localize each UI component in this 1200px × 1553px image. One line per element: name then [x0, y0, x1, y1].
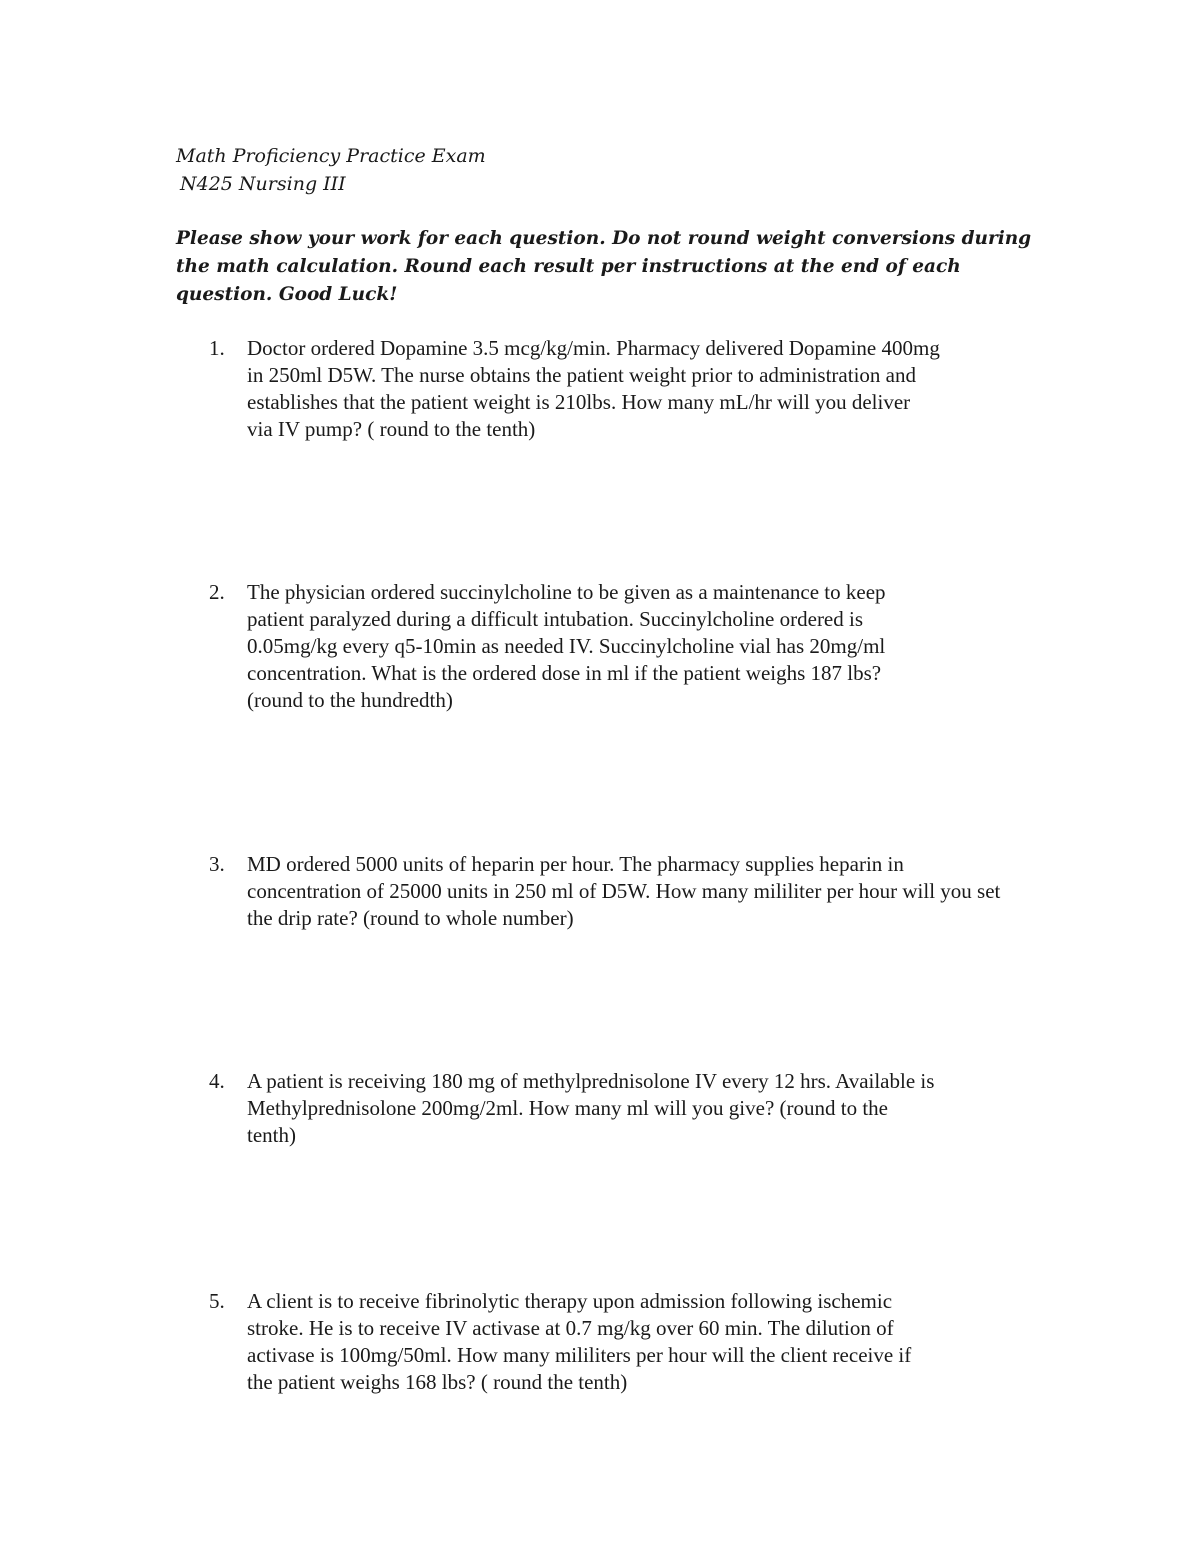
question-text-line: the drip rate? (round to whole number): [247, 906, 574, 930]
question-text-line: establishes that the patient weight is 210lbs. How many mL/hr will you deliver: [247, 390, 911, 414]
question-text-line: activase is 100mg/50ml. How many mililiters per hour will the client receive if: [247, 1343, 912, 1367]
question-text-line: A client is to receive fibrinolytic therapy upon admission following ischemic: [247, 1289, 893, 1313]
instructions-paragraph: Please show your work for each question. Do not round weight conversions during the math calculation. Round each result per instructions at the end of each question. Good Luck!: [176, 228, 1032, 305]
question-number: 2.: [209, 580, 225, 604]
question-text-line: patient paralyzed during a difficult intubation. Succinylcholine ordered is: [247, 607, 864, 631]
question-number: 5.: [209, 1289, 225, 1313]
question-text-line: tenth): [247, 1123, 296, 1147]
exam-title: Math Proficiency Practice Exam: [176, 145, 486, 167]
question-text-line: in 250ml D5W. The nurse obtains the patient weight prior to administration and: [247, 363, 916, 387]
question-text-line: 0.05mg/kg every q5-10min as needed IV. Succinylcholine vial has 20mg/ml: [247, 634, 886, 658]
question-text-line: the patient weighs 168 lbs? ( round the tenth): [247, 1370, 628, 1394]
question-text-line: concentration. What is the ordered dose in ml if the patient weighs 187 lbs?: [247, 661, 882, 685]
question-text-line: (round to the hundredth): [247, 688, 453, 712]
question-number: 3.: [209, 852, 225, 876]
question-text-line: A patient is receiving 180 mg of methylprednisolone IV every 12 hrs. Available is: [247, 1069, 935, 1093]
question-text-line: The physician ordered succinylcholine to be given as a maintenance to keep: [247, 580, 886, 604]
course-name: N425 Nursing III: [180, 173, 346, 195]
question-number: 4.: [209, 1069, 225, 1093]
question-text-line: Doctor ordered Dopamine 3.5 mcg/kg/min. Pharmacy delivered Dopamine 400mg: [247, 336, 940, 360]
question-text-line: via IV pump? ( round to the tenth): [247, 417, 536, 441]
question-text-line: Methylprednisolone 200mg/2ml. How many ml will you give? (round to the: [247, 1096, 889, 1120]
question-text-line: concentration of 25000 units in 250 ml of D5W. How many mililiter per hour will you set: [247, 879, 1001, 903]
question-text-line: MD ordered 5000 units of heparin per hour. The pharmacy supplies heparin in: [247, 852, 904, 876]
question-number: 1.: [209, 336, 225, 360]
question-text-line: stroke. He is to receive IV activase at 0.7 mg/kg over 60 min. The dilution of: [247, 1316, 894, 1340]
